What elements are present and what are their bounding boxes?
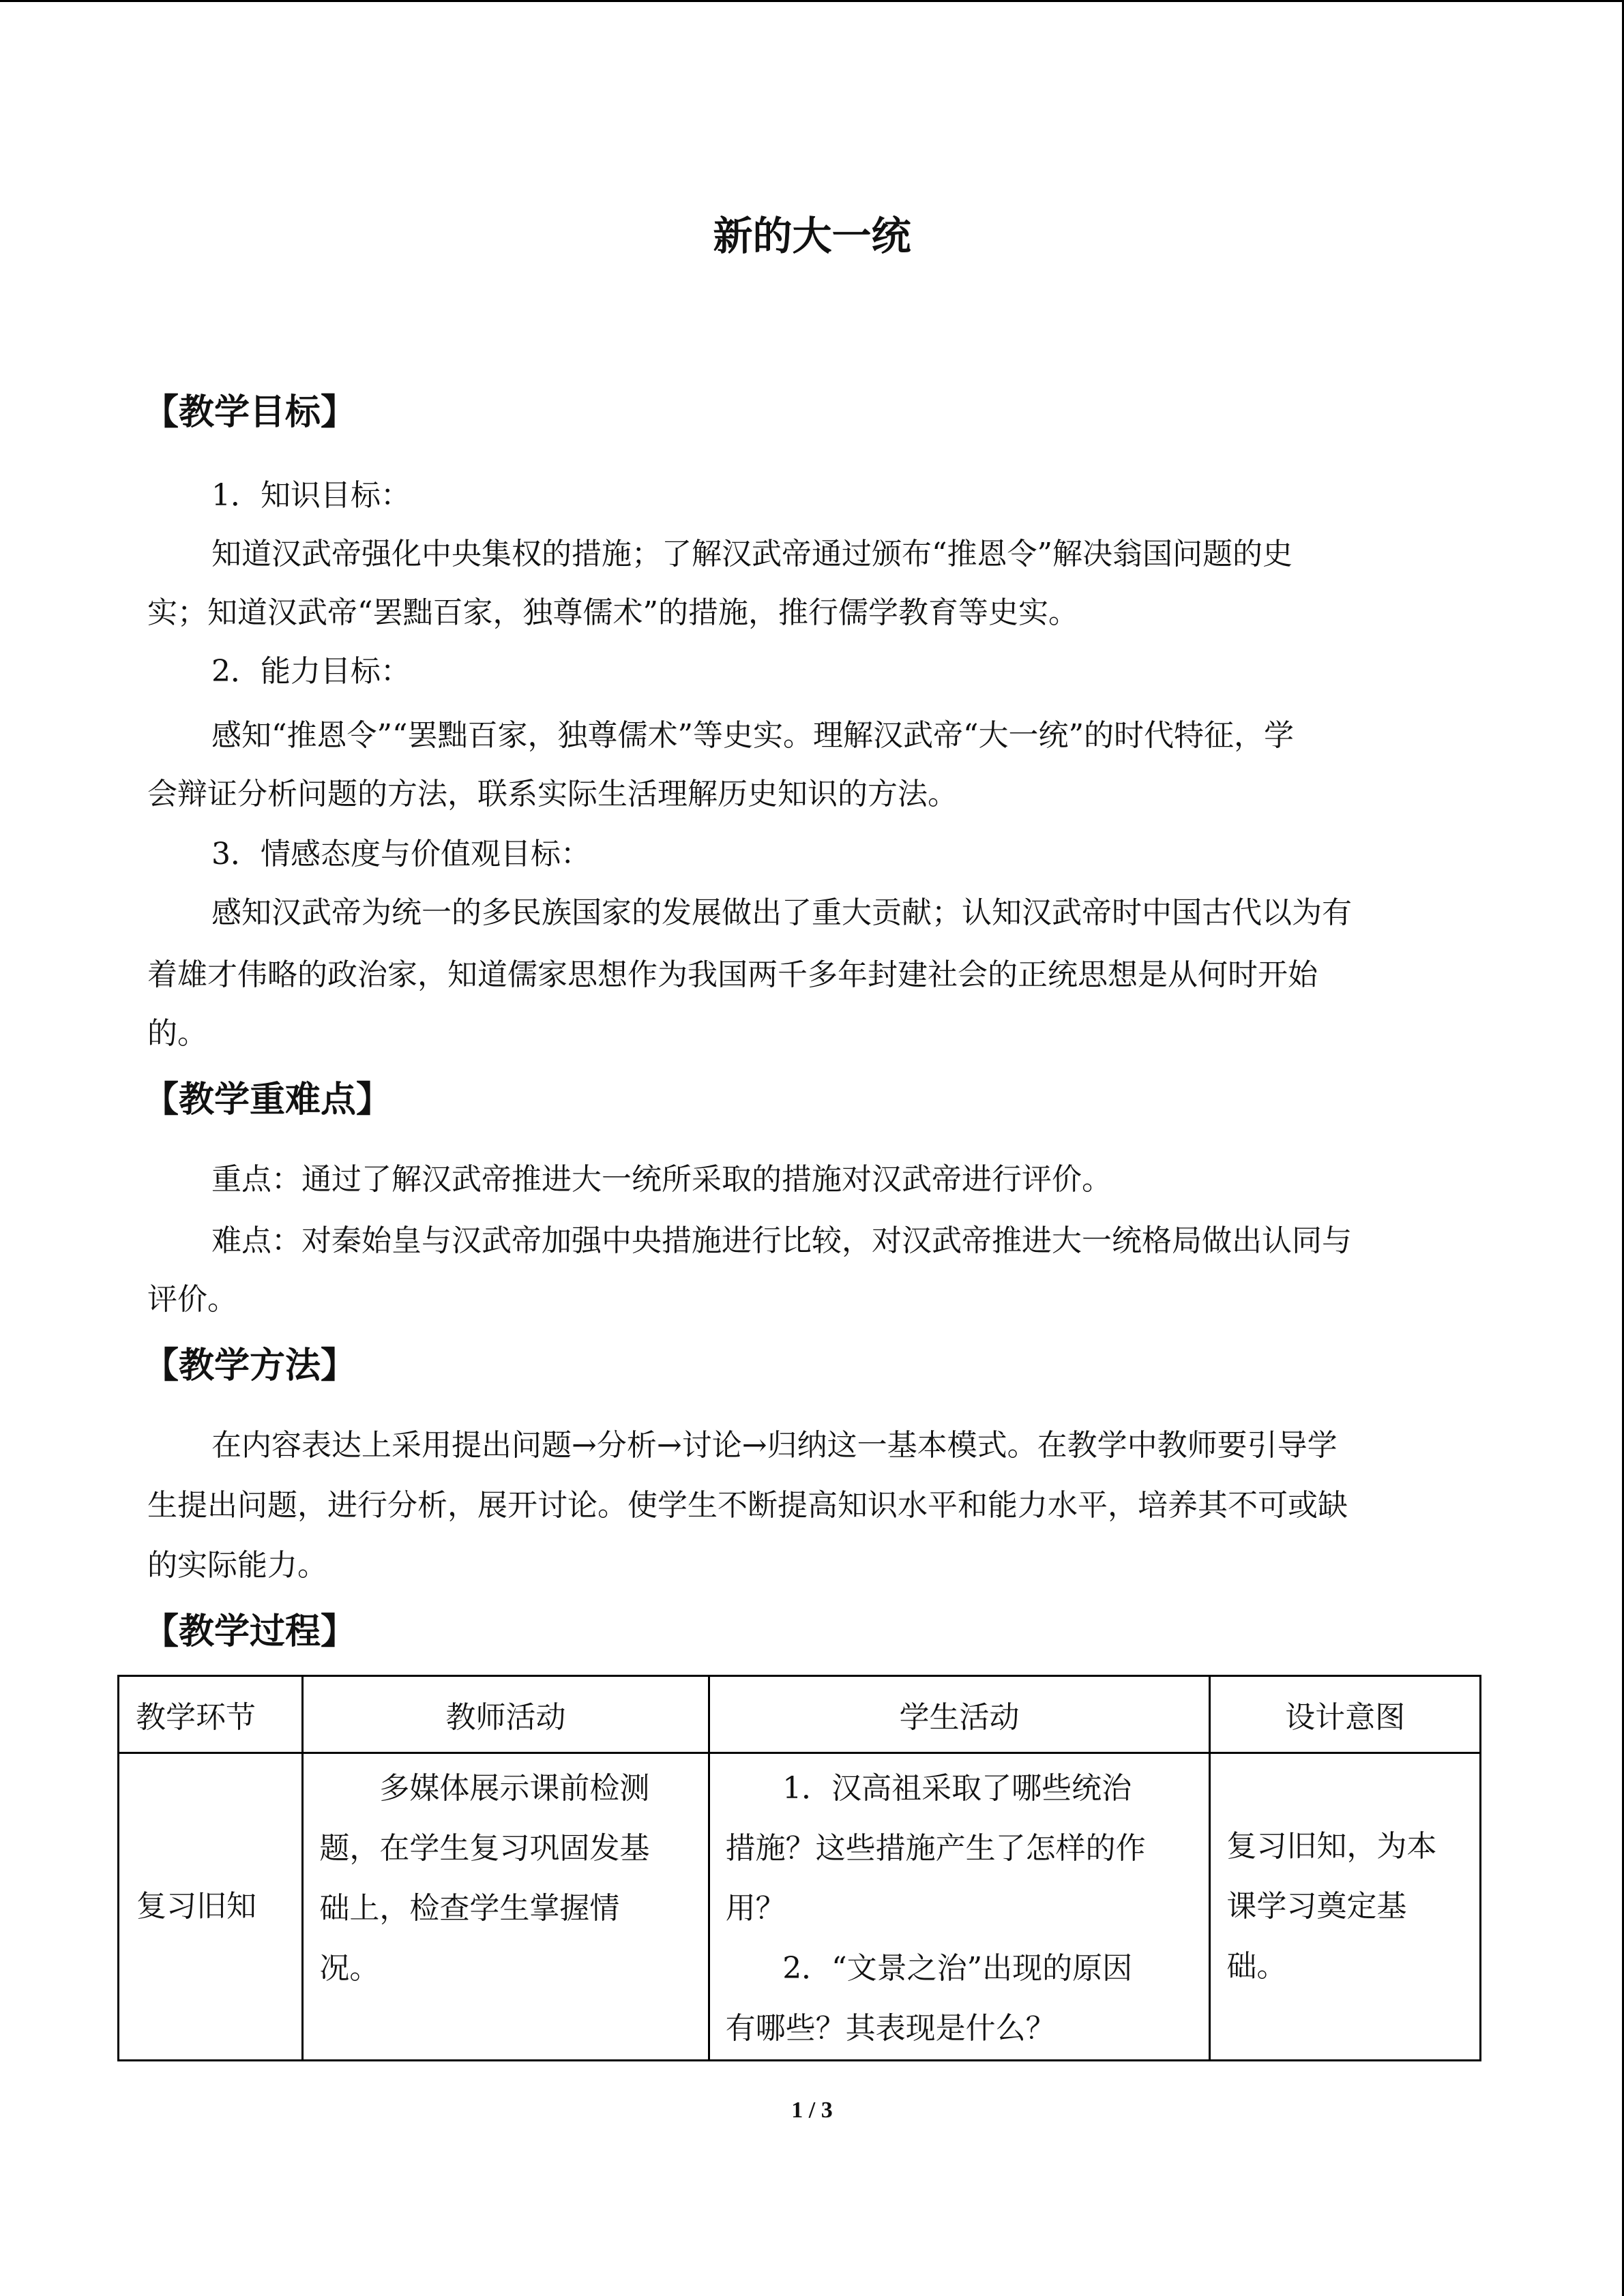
process-heading: 【教学过程】 [143, 1611, 357, 1652]
difficult-point-line: 难点：对秦始皇与汉武帝加强中央措施进行比较，对汉武帝推进大一统格局做出认同与 [211, 1223, 1352, 1258]
emotion-text-line: 的。 [147, 1016, 207, 1051]
header-design-intent: 设计意图 [1210, 1676, 1481, 1753]
teacher-activity-line: 多媒体展示课前检测 [379, 1771, 650, 1806]
header-teacher-activity: 教师活动 [303, 1676, 709, 1753]
table-row [119, 1753, 1481, 2061]
ability-text-line: 会辩证分析问题的方法，联系实际生活理解历史知识的方法。 [147, 777, 958, 811]
student-activity-line: 有哪些？其表现是什么？ [725, 2011, 1056, 2046]
stage-text: 复习旧知 [136, 1889, 256, 1924]
process-table [117, 1675, 1481, 2061]
teacher-activity-line: 题，在学生复习巩固发基 [319, 1831, 650, 1866]
design-intent-cell [1210, 1753, 1481, 2061]
emotion-text-line: 感知汉武帝为统一的多民族国家的发展做出了重大贡献；认知汉武帝时中国古代以为有 [211, 895, 1352, 930]
teacher-activity-line: 况。 [319, 1951, 380, 1986]
emotion-label: 3．情感态度与价值观目标： [211, 837, 591, 871]
design-intent-line: 础。 [1226, 1949, 1287, 1984]
page-number: 1 / 3 [791, 2098, 833, 2123]
teacher-activity-cell [303, 1753, 709, 2061]
methods-text-line: 生提出问题，进行分析，展开讨论。使学生不断提高知识水平和能力水平，培养其不可或缺 [147, 1488, 1348, 1523]
knowledge-text-line: 知道汉武帝强化中央集权的措施；了解汉武帝通过颁布“推恩令”解决翁国问题的史 [211, 537, 1293, 571]
knowledge-text-line: 实；知道汉武帝“罢黜百家，独尊儒术”的措施，推行儒学教育等史实。 [147, 595, 1078, 630]
methods-text-line: 的实际能力。 [147, 1548, 327, 1583]
ability-label: 2．能力目标： [211, 654, 411, 689]
teacher-activity-line: 础上，检查学生掌握情 [319, 1891, 620, 1926]
student-activity-cell [709, 1753, 1210, 2061]
methods-text-line: 在内容表达上采用提出问题→分析→讨论→归纳这一基本模式。在教学中教师要引导学 [211, 1428, 1338, 1463]
key-points-heading: 【教学重难点】 [143, 1079, 392, 1120]
stage-cell [119, 1753, 303, 2061]
student-activity-line: 1．汉高祖采取了哪些统治 [782, 1771, 1132, 1806]
difficult-point-line: 评价。 [147, 1282, 237, 1317]
ability-text-line: 感知“推恩令”“罢黜百家，独尊儒术”等史实。理解汉武帝“大一统”的时代特征，学 [211, 718, 1294, 753]
document-title: 新的大一统 [713, 213, 911, 259]
student-activity-line: 措施？这些措施产生了怎样的作 [725, 1831, 1146, 1866]
header-stage: 教学环节 [119, 1676, 303, 1753]
knowledge-label: 1．知识目标： [211, 478, 411, 513]
student-activity-line: 2．“文景之治”出现的原因 [782, 1951, 1133, 1986]
methods-heading: 【教学方法】 [143, 1345, 357, 1386]
design-intent-line: 复习旧知，为本 [1226, 1829, 1437, 1864]
emotion-text-line: 着雄才伟略的政治家，知道儒家思想作为我国两千多年封建社会的正统思想是从何时开始 [147, 957, 1318, 992]
key-point-line: 重点：通过了解汉武帝推进大一统所采取的措施对汉武帝进行评价。 [211, 1162, 1112, 1197]
header-student-activity: 学生活动 [709, 1676, 1210, 1753]
page-top-border [0, 0, 1624, 2]
design-intent-line: 课学习奠定基 [1226, 1889, 1407, 1924]
table-header-row [119, 1676, 1481, 1753]
objectives-heading: 【教学目标】 [143, 391, 357, 433]
student-activity-line: 用？ [725, 1891, 786, 1926]
